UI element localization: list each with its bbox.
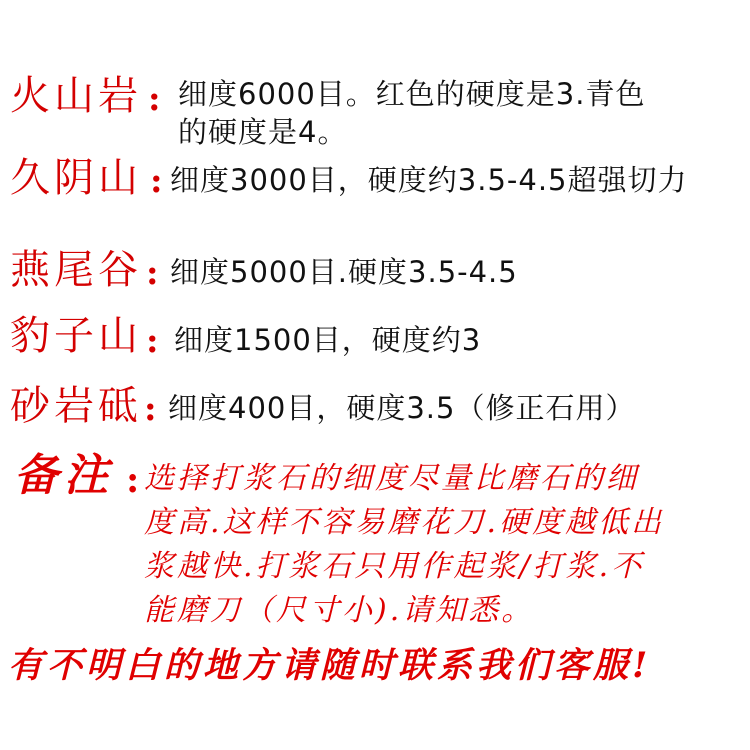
- stone-name: 豹子山: [10, 313, 142, 359]
- stone-item-baozishan: [0, 312, 750, 362]
- stone-item-jiuyinshan: [0, 154, 750, 204]
- note-line: 浆越快.打浆石只用作起浆/打浆.不: [144, 549, 645, 584]
- stone-colon: :: [146, 253, 159, 293]
- note-line: 度高.这样不容易磨花刀.硬度越低出: [144, 505, 665, 540]
- stone-name: 火山岩: [10, 73, 142, 119]
- note-line: 选择打浆石的细度尽量比磨石的细: [144, 461, 639, 496]
- stone-name: 久阴山: [10, 155, 142, 201]
- contact-customer-service-text: 有不明白的地方请随时联系我们客服!: [8, 645, 652, 686]
- stone-item-sandstone: [0, 382, 750, 432]
- stone-colon: :: [150, 161, 163, 201]
- stone-item-yanweigu: [0, 246, 750, 296]
- stone-description: 细度400目，硬度3.5（修正石用）: [168, 391, 636, 425]
- stone-description: 细度6000目。红色的硬度是3.青色: [178, 77, 646, 111]
- stone-description-continued: 的硬度是4。: [178, 115, 348, 149]
- note-colon: :: [126, 459, 140, 501]
- stone-colon: :: [144, 389, 157, 429]
- stone-name: 砂岩砥: [10, 383, 142, 429]
- note-label: 备注: [14, 450, 114, 501]
- stone-colon: :: [146, 321, 159, 361]
- stone-description: 细度5000目.硬度3.5-4.5: [170, 255, 518, 289]
- stone-name: 燕尾谷: [10, 247, 142, 293]
- stone-description: 细度3000目，硬度约3.5-4.5超强切力: [170, 163, 688, 197]
- stone-item-volcanic: [0, 68, 750, 148]
- note-section: [0, 452, 750, 642]
- stone-colon: :: [148, 79, 161, 119]
- note-line: 能磨刀（尺寸小).请知悉。: [144, 593, 535, 628]
- stone-description: 细度1500目，硬度约3: [174, 323, 482, 357]
